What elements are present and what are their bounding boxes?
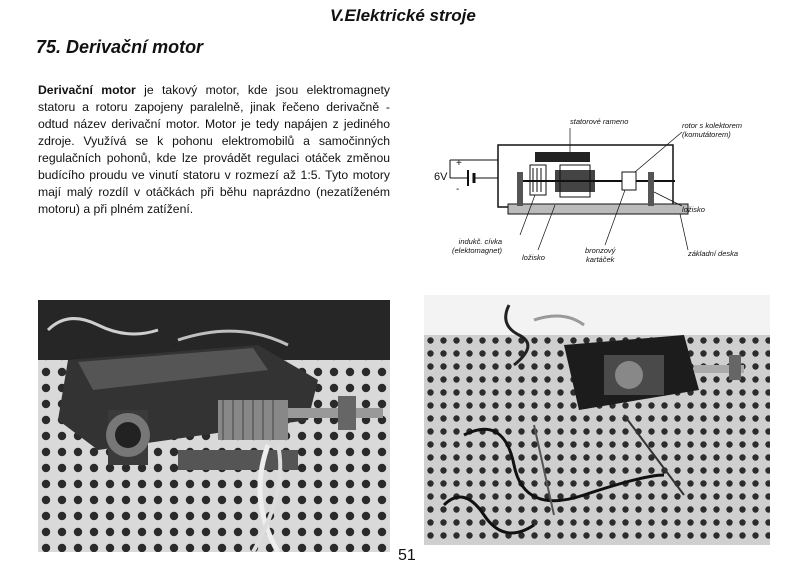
section-title: 75. Derivační motor	[36, 37, 204, 57]
label-stator-arm: statorové rameno	[570, 117, 629, 126]
label-voltage: 6V	[434, 171, 448, 183]
label-minus: -	[456, 184, 460, 195]
motor-schematic	[420, 110, 790, 285]
label-bearing-right: ložisko	[682, 205, 705, 214]
lead-term: Derivační motor	[38, 83, 136, 97]
label-rotor-commutator: rotor s kolektorem (komutátorem)	[682, 121, 743, 139]
chapter-title: V.Elektrické stroje	[330, 6, 476, 25]
label-induction-coil: indukč. cívka (elektomagnet)	[452, 237, 503, 255]
body-paragraph	[38, 82, 390, 218]
label-bearing-left: ložisko	[522, 253, 545, 262]
body-text: je takový motor, kde jsou elektromagnety statoru a rotoru zapojeny paralelně, jinak řečeno derivačně - odtud název derivační motor. Motor je tedy napájen z jediného zdroje. Využívá se k pohonu elektromobilů a samočinných regulačních pohonů, kde lze provádět regulaci otáček změnou budícího proudu ve vinutí statoru v rozmezí až 1:5. Tyto motory mají malý rozdíl v otáčkách při běhu naprázdno (nezatíženém motoru) a při plném zatížení.	[38, 83, 390, 216]
label-bronze-brush: bronzový kartáček	[585, 246, 616, 264]
label-base-plate: základní deska	[688, 249, 739, 258]
motor-photo-left	[38, 300, 390, 552]
motor-photo-right	[424, 295, 770, 545]
label-plus: +	[456, 158, 462, 169]
page-number: 51	[398, 547, 416, 564]
